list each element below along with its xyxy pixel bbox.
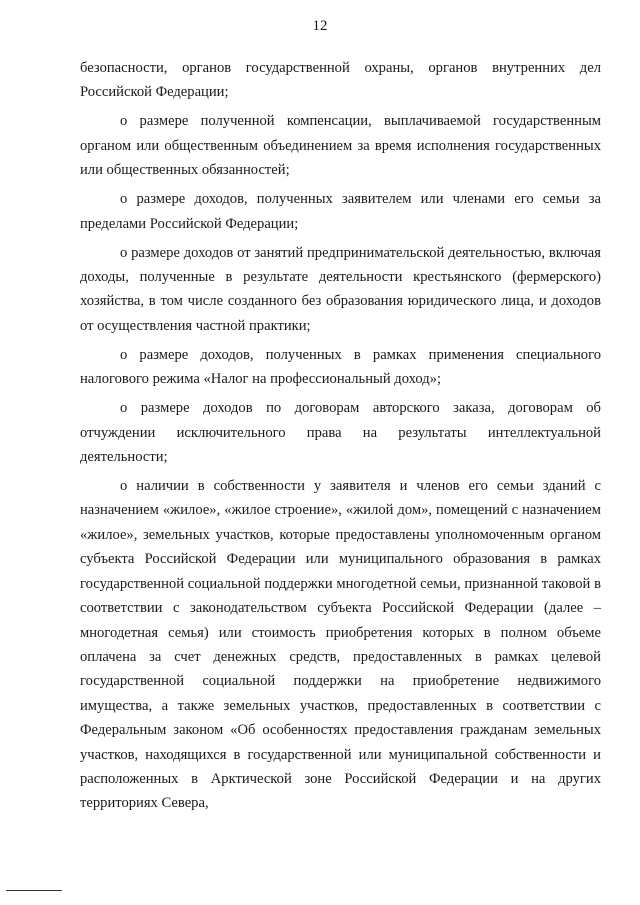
paragraph-property: о наличии в собственности у заявителя и членов его семьи зданий с назначением «жилое», «жилое строение», «жилой дом», помещений с назначением «жилое», земельных участков, которые предоставлены уполномоченным органом субъекта Российской Федерации или муниципального образования в рамках государственной социальной поддержки многодетной семьи, признанной таковой в соответствии с законодательством субъекта Российской Федерации (далее – многодетная семья) или стоимость приобретения которых в полном объеме оплачена за счет денежных средств, предоставленных в рамках целевой государственной социальной поддержки на приобретение недвижимого имущества, а также земельных участков, предоставленных в соответствии с Федеральным законом «Об особенностях предоставления гражданам земельных участков, находящихся в государственной или муниципальной собственности и расположенных в Арктической зоне Российской Федерации и на других территориях Севера, [80, 478, 601, 812]
document-body [80, 56, 601, 820]
paragraph-author-contracts: о размере доходов по договорам авторского заказа, договорам об отчуждении исключительного права на результаты интеллектуальной деятельности; [80, 400, 601, 466]
footer-divider [6, 890, 62, 891]
page-number: 12 [312, 18, 328, 34]
paragraph-compensation: о размере полученной компенсации, выплачиваемой государственным органом или общественным объединением за время исполнения государственных или общественных обязанностей; [80, 113, 601, 179]
paragraph-foreign-income: о размере доходов, полученных заявителем или членами его семьи за пределами Российской Федерации; [80, 191, 601, 232]
paragraph-business-income: о размере доходов от занятий предпринимательской деятельностью, включая доходы, полученные в результате деятельности крестьянского (фермерского) хозяйства, в том числе созданного без образования юридического лица, и доходов от осуществления частной практики; [80, 244, 601, 334]
paragraph-tax-regime: о размере доходов, полученных в рамках применения специального налогового режима «Налог на профессиональный доход»; [80, 346, 601, 388]
paragraph-continuation: безопасности, органов государственной охраны, органов внутренних дел Российской Федерации; [80, 60, 601, 101]
